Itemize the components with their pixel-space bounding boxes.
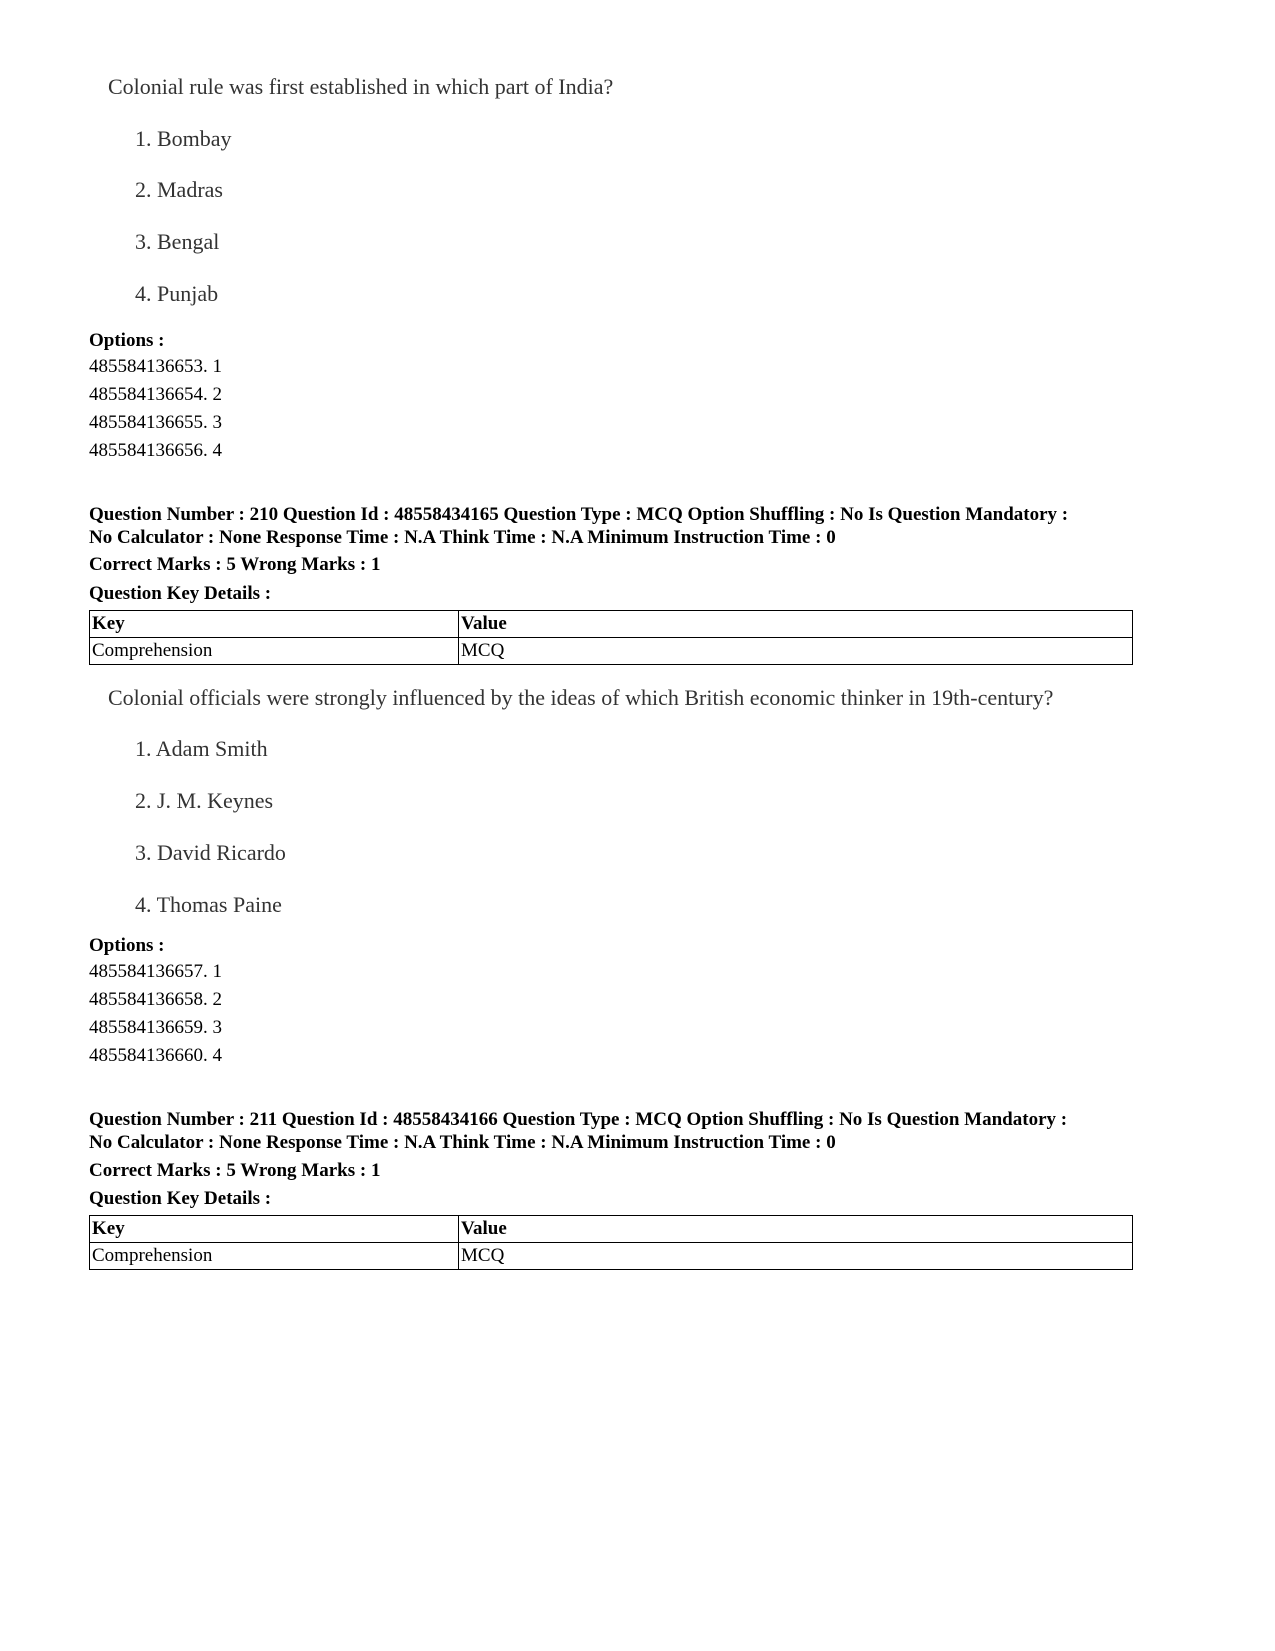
option-id: 485584136653. 1: [89, 356, 222, 377]
option-id: 485584136660. 4: [89, 1045, 222, 1066]
marks-line: Correct Marks : 5 Wrong Marks : 1: [89, 554, 381, 575]
question-text: Colonial rule was first established in which part of India?: [108, 74, 614, 99]
choice-item: 1. Adam Smith: [135, 736, 268, 761]
option-id: 485584136658. 2: [89, 989, 222, 1010]
header-value: Value: [459, 611, 1133, 638]
meta-line: Question Number : 210 Question Id : 48558434165 Question Type : MCQ Option Shuffling : No Is Question Mandatory :: [89, 504, 1069, 525]
meta-line: No Calculator : None Response Time : N.A Think Time : N.A Minimum Instruction Time : 0: [89, 527, 836, 548]
header-key: Key: [90, 1216, 459, 1243]
key-details-label: Question Key Details :: [89, 583, 272, 604]
meta-line: Question Number : 211 Question Id : 48558434166 Question Type : MCQ Option Shuffling : No Is Question Mandatory :: [89, 1109, 1068, 1130]
option-id: 485584136657. 1: [89, 961, 222, 982]
option-id: 485584136655. 3: [89, 412, 222, 433]
key-details-table: [89, 1215, 1133, 1270]
option-id: 485584136654. 2: [89, 384, 222, 405]
cell-value: MCQ: [459, 638, 1133, 665]
key-details-label: Question Key Details :: [89, 1188, 272, 1209]
question-text: Colonial officials were strongly influenced by the ideas of which British economic thinker in 19th-century?: [108, 685, 1054, 710]
choice-item: 1. Bombay: [135, 126, 232, 151]
choice-item: 3. Bengal: [135, 229, 220, 254]
options-list: [89, 958, 222, 1070]
choice-item: 2. J. M. Keynes: [135, 788, 274, 813]
cell-key: Comprehension: [90, 1243, 459, 1270]
meta-line: No Calculator : None Response Time : N.A Think Time : N.A Minimum Instruction Time : 0: [89, 1132, 836, 1153]
choice-item: 4. Punjab: [135, 281, 219, 306]
choice-item: 2. Madras: [135, 177, 223, 202]
question-meta: [89, 1108, 1149, 1154]
question-meta: [89, 503, 1149, 549]
table-header-row: [90, 611, 1133, 638]
table-header-row: [90, 1216, 1133, 1243]
marks-line: Correct Marks : 5 Wrong Marks : 1: [89, 1160, 381, 1181]
options-list: [89, 353, 222, 465]
cell-value: MCQ: [459, 1243, 1133, 1270]
table-row: [90, 638, 1133, 665]
cell-key: Comprehension: [90, 638, 459, 665]
options-label: Options :: [89, 330, 165, 351]
header-key: Key: [90, 611, 459, 638]
table-row: [90, 1243, 1133, 1270]
header-value: Value: [459, 1216, 1133, 1243]
choice-item: 3. David Ricardo: [135, 840, 286, 865]
option-id: 485584136659. 3: [89, 1017, 222, 1038]
key-details-table: [89, 610, 1133, 665]
choice-item: 4. Thomas Paine: [135, 892, 282, 917]
option-id: 485584136656. 4: [89, 440, 222, 461]
options-label: Options :: [89, 935, 165, 956]
